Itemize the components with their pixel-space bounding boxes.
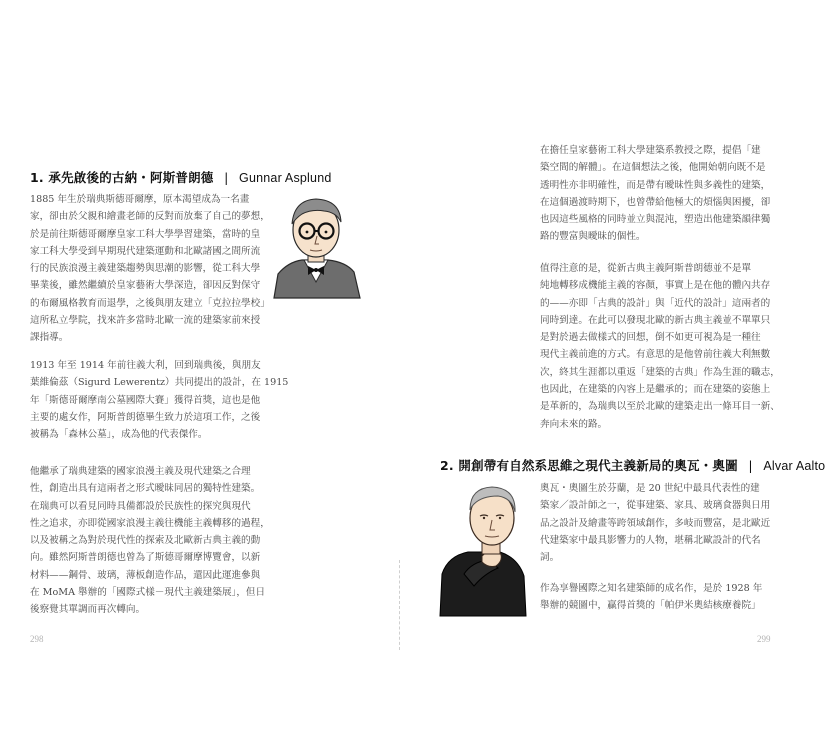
- section-title-en: Gunnar Asplund: [239, 171, 332, 185]
- text-line: 以及被稱之為對於現代性的探索及北歐新古典主義的動: [30, 535, 261, 547]
- page-gutter: [399, 560, 400, 650]
- text-line: 是對於過去做樣式的回想，倒不如更可視為是一種往: [540, 332, 761, 344]
- paragraph-asplund-4: [540, 142, 780, 246]
- title-separator: |: [224, 170, 229, 185]
- text-line: 透明性亦非明確性，而是帶有曖昧性與多義性的建築，: [540, 179, 771, 191]
- text-line: 畢業後，雖然繼續於皇家藝術大學深造，卻因反對保守: [30, 280, 261, 292]
- text-line: 課指導。: [30, 332, 69, 344]
- text-line: 品之設計及繪畫等跨領域創作，多岐而豐富，是北歐近: [540, 517, 771, 529]
- text-line: 這所私立學院，找來許多當時北歐一流的建築家前來授: [30, 315, 261, 327]
- text-line: 在擔任皇家藝術工科大學建築系教授之際，提倡「建: [540, 145, 761, 156]
- text-line: 也因這些風格的同時並立與混沌，塑造出他建築韻律獨: [540, 214, 771, 226]
- text-line: 在 MoMA 舉辦的「國際式樣－現代主義建築展」，但日: [30, 587, 266, 599]
- paragraph-aalto-1: [540, 480, 780, 566]
- text-line: 被稱為「森林公墓」，成為他的代表傑作。: [30, 429, 208, 441]
- text-line: 純地轉移成機能主義的容顏，事實上是在他的體內共存: [540, 280, 771, 292]
- paragraph-asplund-3: [30, 463, 270, 619]
- text-line: 也因此，在建築的內容上是繼承的；而在建築的姿態上: [540, 384, 771, 396]
- text-line: 向。雖然阿斯普朗德也曾為了斯德哥爾摩博覽會，以新: [30, 552, 261, 564]
- text-line: 奔向未來的路。: [540, 418, 608, 430]
- text-line: 主要的處女作，阿斯普朗德畢生致力於這項工作，之後: [30, 411, 261, 423]
- text-line: 詞。: [540, 552, 560, 564]
- text-line: 葉維倫茲（Sigurd Lewerentz）共同提出的設計，在 1915: [30, 377, 289, 389]
- text-line: 在這個過渡時期下，也曾帶給他極大的煩惱與困擾，卻: [540, 196, 771, 208]
- text-line: 年「斯德哥爾摩南公墓國際大賽」獲得首獎，這也是他: [30, 394, 261, 406]
- text-line: 性之追求，亦即從國家浪漫主義往機能主義轉移的過程，: [30, 517, 270, 529]
- section-title-asplund: [30, 168, 332, 186]
- text-line: 1885 年生於瑞典斯德哥爾摩，原本渴望成為一名畫: [30, 194, 250, 205]
- text-line: 奧瓦・奧圖生於芬蘭，是 20 世紀中最具代表性的建: [540, 483, 760, 494]
- page-number-left: 298: [30, 634, 44, 644]
- title-separator: |: [748, 458, 753, 473]
- text-line: 的布爾風格教育而退學，之後與朋友建立「克拉拉學校」: [30, 297, 270, 309]
- text-line: 在瑞典可以看見同時具備都設於民族性的探究與現代: [30, 500, 251, 512]
- text-line: 築家／設計師之一，從事建築、家具、玻璃食器與日用: [540, 500, 771, 512]
- text-line: 同時到達。在此可以發現北歐的新古典主義並不單單只: [540, 314, 771, 326]
- text-line: 舉辦的競圖中，贏得首獎的「帕伊米奧結核療養院」: [540, 600, 761, 612]
- text-line: 1913 年至 1914 年前往義大利，回到瑞典後，與朋友: [30, 360, 261, 371]
- text-line: 他繼承了瑞典建築的國家浪漫主義及現代建築之合理: [30, 466, 251, 477]
- paragraph-asplund-5: [540, 260, 780, 433]
- text-line: 路的豐富與曖昧的個性。: [540, 231, 646, 243]
- text-line: 性，創造出具有這兩者之形式曖昧同居的獨特性建築。: [30, 483, 261, 495]
- paragraph-aalto-2: [540, 580, 780, 615]
- text-line: 作為享譽國際之知名建築師的成名作，是於 1928 年: [540, 583, 763, 594]
- page-number-right: 299: [757, 634, 771, 644]
- text-line: 行的民族浪漫主義建築趨勢與思潮的影響，從工科大學: [30, 263, 261, 275]
- portrait-aalto-icon: [438, 478, 534, 616]
- text-line: 代建築家中最具影響力的人物，堪稱北歐設計的代名: [540, 534, 761, 546]
- text-line: 家工科大學受到早期現代建築運動和北歐諸國之間所流: [30, 245, 261, 257]
- text-line: 家，卻由於父親和繪畫老師的反對而放棄了自己的夢想，: [30, 211, 270, 223]
- text-line: 築空間的解體」。在這個想法之後，他開始朝向既不是: [540, 162, 766, 174]
- section-title-en: Alvar Aalto: [763, 459, 825, 473]
- text-line: 的——亦即「古典的設計」與「近代的設計」這兩者的: [540, 297, 771, 309]
- text-line: 現代主義前進的方式。有意思的是他曾前往義大利無數: [540, 349, 771, 361]
- text-line: 材料——鋼骨、玻璃，薄板創造作品，還因此運進參與: [30, 569, 261, 581]
- text-line: 是革新的，為瑞典以至於北歐的建築走出一條耳目一新、: [540, 401, 780, 413]
- paragraph-asplund-1: [30, 191, 270, 347]
- section-title-text: 2. 開創帶有自然系思維之現代主義新局的奧瓦・奧圖: [440, 458, 738, 473]
- text-line: 值得注意的是，從新古典主義阿斯普朗德並不是單: [540, 263, 752, 274]
- portrait-asplund-icon: [268, 190, 366, 298]
- section-title-aalto: [440, 456, 825, 474]
- paragraph-asplund-2: [30, 357, 289, 443]
- text-line: 於是前往斯德哥爾摩皇家工科大學學習建築，當時的皇: [30, 228, 261, 240]
- text-line: 後察覺其單調而再次轉向。: [30, 604, 146, 616]
- section-title-text: 1. 承先啟後的古納・阿斯普朗德: [30, 170, 214, 185]
- text-line: 次，終其生涯都以重返「建築的古典」作為生涯的職志，: [540, 366, 780, 378]
